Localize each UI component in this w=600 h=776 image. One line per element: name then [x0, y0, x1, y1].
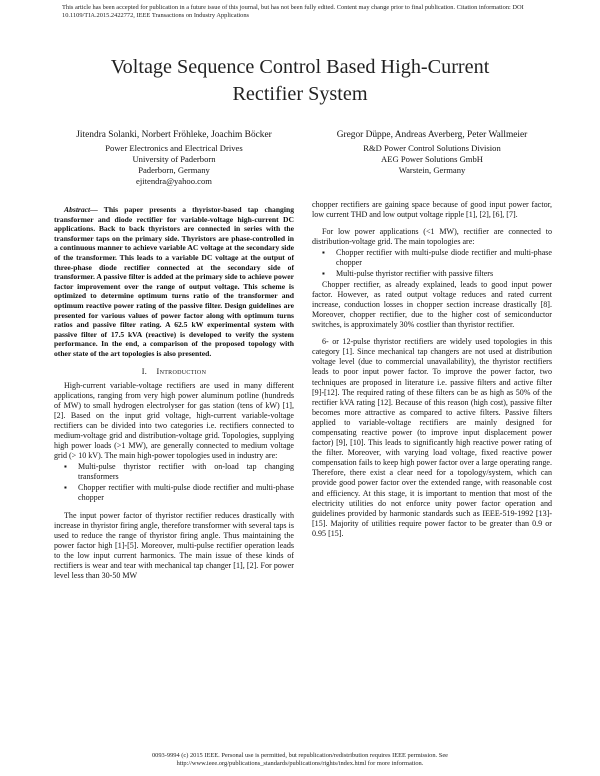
bullet-icon: ▪ — [64, 482, 67, 492]
abstract — [54, 205, 294, 359]
author-names-right: Gregor Düppe, Andreas Averberg, Peter Wallmeier — [336, 130, 528, 140]
affiliation-right-company: AEG Power Solutions GmbH — [381, 154, 483, 164]
list-item: ▪ Multi-pulse thyristor rectifier with on-load tap changing transformers — [64, 462, 294, 482]
author-names-left: Jitendra Solanki, Norbert Fröhleke, Joachim Böcker — [76, 130, 272, 140]
intro-paragraph-2: The input power factor of thyristor rectifier reduces drastically with increase in thyristor firing angle, therefore transformer with several taps is used to reduce the range of thyristor firing angle. Thus maintaining the power factor high [1]-[5]. Moreover, multi-pulse rectifier operation leads to the low input current harmonics. The main issue of these kinds of rectifiers is wear and tear with mechanical tap changer [1], [2]. For power level less than 30-50 MW — [54, 510, 294, 581]
right-paragraph-4: 6- or 12-pulse thyristor rectifiers are widely used topologies in this category [1]. Since mechanical tap changers are not used at distribution voltage level (due to commercial unavailability), the thyristor rectifiers leads to poor input power factor. To improve the power factor, two techniques are proposed in literature i.e. passive filters and active filter [9]-[12]. The required rating of these filters can be as high as 50% of the rectifier kVA rating [12]. Because of this reason (high cost), passive filter becomes more attractive as compared to active filters. Passive filters applied to variable-voltage rectifiers are mainly designed for compensating reactive power (to improve input displacement power factor) [9], [10]. This leads to significantly high reactive power rating of the filter. Moreover, with varying load voltage, fixed reactive power compensation fails to keep high power factor over a large operating range. Therefore, there exist a clear need for a topology/system, which can provide good power factor over the extended range, with reasonable cost and efficiency. At this stage, it is important to mention that most of the electricity utilities do not enforce unity power factor operation and guidelines provided by harmonic standards such as IEEE-519-1992 [13]-[15]. Majority of utilities require power factor to be greater than 0.9 or 0.95 [15]. — [312, 337, 552, 538]
abstract-text: — This paper presents a thyristor-based tap changing transformer and diode rectifier for variable-voltage high-current DC applications. Back to back thyristors are connected in series with the transformer taps on the primary side. Thyristors are phase-controlled in a continuous manner to achieve variable AC voltage at the secondary side of the transformer. This leads to a variable DC voltage at the output of three-phase diode rectifier connected at the secondary side of transformer. A passive filter is added at the primary side to achieve power factor improvement over the range of output voltage. This scheme is optimized to determine optimum turns ratio of the transformer and optimum reactive power rating of the passive filter. Design guidelines are presented for various values of power factor along with optimum turns ratios and passive filter rating. A 62.5 kW experimental system with passive filter of 17.5 kVA (reactive) is developed to verify the system performance. In the end, a comparison of the proposed topology with other state of the art topologies is also presented. — [54, 205, 294, 358]
author-block-right — [312, 130, 552, 176]
right-topology-list — [312, 248, 552, 278]
affiliation-right-city: Warstein, Germany — [398, 165, 466, 175]
list-item: ▪ Multi-pulse thyristor rectifier with passive filters — [322, 268, 494, 278]
copyright-footer — [40, 752, 560, 768]
accepted-article-notice: This article has been accepted for publication in a future issue of this journal, but has not been fully edited. Content may change prior to final publication. Citation information: DOI 10.1109/TIA.2015.2422772, IEEE Transactions on Industry Applications — [62, 4, 524, 19]
right-paragraph-3: Chopper rectifier, as already explained, leads to good input power factor. However, as rated output voltage reduces and rated current increase, conduction losses in chopper section increase drastically [8]. Moreover, chopper rectifier, due to the higher cost of semiconductor switches, is approximately 30% costlier than thyristor rectifier. — [312, 279, 552, 330]
footer-line2: http://www.ieee.org/publications_standards/publications/rights/index.html for more information. — [176, 760, 424, 767]
abstract-label: Abstract — [64, 205, 91, 214]
paper-title — [40, 54, 560, 108]
list-item: ▪ Chopper rectifier with multi-pulse diode rectifier and multi-phase chopper — [322, 248, 552, 268]
affiliation-left-univ: University of Paderborn — [132, 154, 216, 164]
footer-line1: 0093-9994 (c) 2015 IEEE. Personal use is permitted, but republication/redistribution requires IEEE permission. See — [151, 752, 449, 759]
author-block-left — [54, 130, 294, 187]
intro-paragraph-1: High-current variable-voltage rectifiers are used in many different applications, ranging from very high power aluminum potline (hundreds of MW) to small hydrogen electrolyser for gas station (tens of kW) [1], [2]. Based on the input grid voltage, high-current variable-voltage rectifiers can be divided into two categories i.e. rectifiers connected to medium-voltage grid and distribution-voltage grid. Topologies, supplying high power loads (>1 MW), are generally connected to medium voltage grid (> 10 kV). The main high-power topologies used in industry are: — [54, 380, 294, 461]
section-title: Introduction — [156, 366, 207, 376]
paper-title-line1: Voltage Sequence Control Based High-Current — [110, 56, 490, 78]
section-heading-introduction — [54, 367, 294, 377]
right-column — [312, 200, 552, 539]
section-number: I. — [141, 366, 148, 376]
right-paragraph-2: For low power applications (<1 MW), rectifier are connected to distribution-voltage grid. The main topologies are: — [312, 227, 552, 247]
paper-title-line2: Rectifier System — [232, 83, 368, 105]
list-item: ▪ Chopper rectifier with multi-pulse diode rectifier and multi-phase chopper — [64, 482, 294, 502]
bullet-icon: ▪ — [64, 462, 67, 472]
affiliation-left-city: Paderborn, Germany — [138, 165, 210, 175]
left-column — [54, 205, 294, 581]
affiliation-right-division: R&D Power Control Solutions Division — [363, 143, 501, 153]
left-topology-list — [54, 462, 294, 502]
bullet-icon: ▪ — [322, 268, 325, 278]
bullet-icon: ▪ — [322, 248, 325, 258]
author-email: ejitendra@yahoo.com — [136, 176, 212, 186]
right-paragraph-1: chopper rectifiers are gaining space because of good input power factor, low current THD and low output voltage ripple [1], [2], [6], [7]. — [312, 200, 552, 220]
affiliation-left-dept: Power Electronics and Electrical Drives — [105, 143, 243, 153]
